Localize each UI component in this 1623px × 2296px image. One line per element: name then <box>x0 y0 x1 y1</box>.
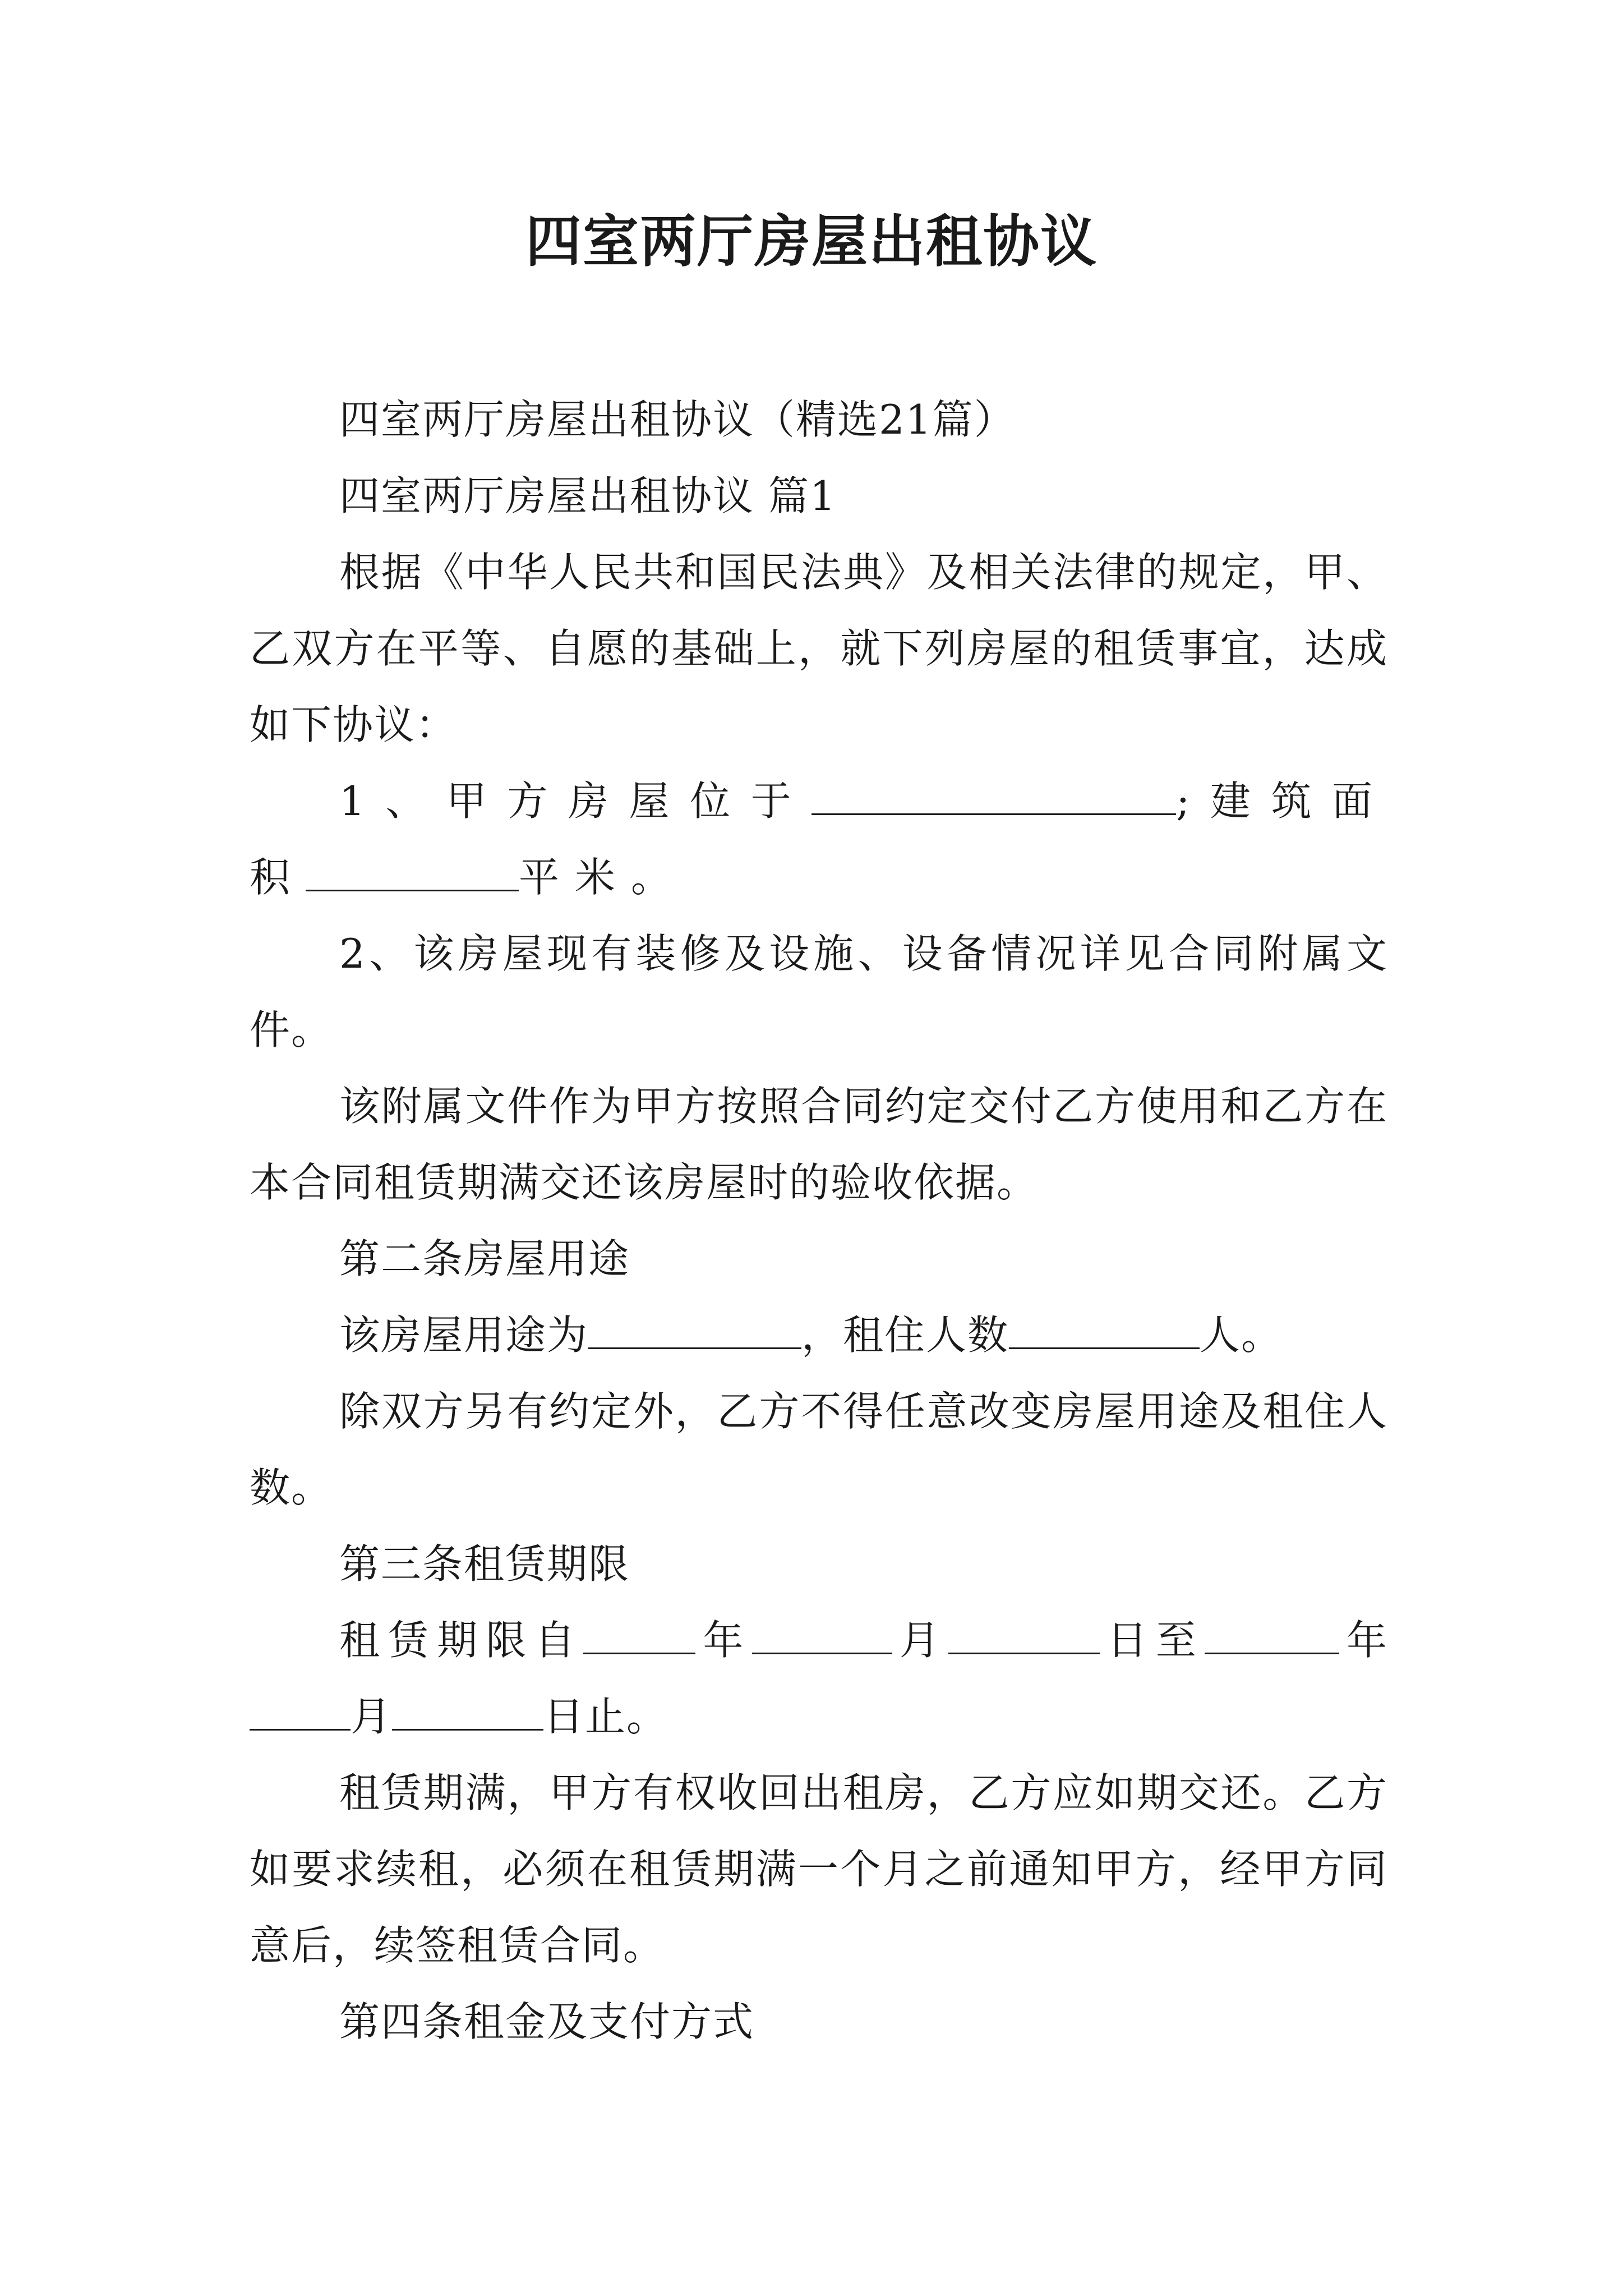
usage-label: 该房屋用途为 <box>339 1312 589 1359</box>
clause-1-area-label: ;建筑面积 <box>250 777 1388 901</box>
clause-1 <box>250 763 1388 915</box>
area-blank <box>306 854 519 891</box>
document-title: 四室两厅房屋出租协议 <box>525 208 1098 274</box>
section-heading: 四室两厅房屋出租协议 篇1 <box>339 472 837 519</box>
start-day-blank <box>948 1617 1100 1654</box>
end-day-blank <box>392 1693 543 1731</box>
end-month-blank-a <box>250 1693 351 1731</box>
clause-2-note: 该附属文件作为甲方按照合同约定交付乙方使用和乙方在本合同租赁期满交还该房屋时的验收依据。 <box>250 1083 1388 1206</box>
end-year-blank <box>1205 1617 1339 1654</box>
article-3-term <box>250 1602 1388 1755</box>
occupants-blank <box>1009 1312 1200 1349</box>
occupants-unit: 人。 <box>1200 1312 1283 1359</box>
occupants-label: ，租住人数 <box>801 1312 1009 1359</box>
end-day-label: 日止。 <box>543 1693 668 1740</box>
term-start-label: 租赁期限自 <box>339 1617 584 1664</box>
article-3-renewal: 租赁期满，甲方有权收回出租房，乙方应如期交还。乙方如要求续租，必须在租赁期满一个月之前通知甲方，经甲方同意后，续签租赁合同。 <box>250 1769 1388 1969</box>
end-month-label: 月 <box>351 1693 393 1740</box>
clause-1-location-label: 1、甲方房屋位于 <box>339 777 812 825</box>
end-year-label: 年 <box>1339 1617 1388 1664</box>
intro-paragraph: 根据《中华人民共和国民法典》及相关法律的规定，甲、乙双方在平等、自愿的基础上，就下列房屋的租赁事宜，达成如下协议： <box>250 549 1388 748</box>
start-year-label: 年 <box>695 1617 752 1664</box>
article-2-usage <box>250 1297 1388 1373</box>
start-month-blank <box>752 1617 892 1654</box>
usage-blank <box>588 1312 801 1349</box>
start-month-label: 月 <box>892 1617 948 1664</box>
document-body <box>250 381 1388 2060</box>
clause-2: 2、该房屋现有装修及设施、设备情况详见合同附属文件。 <box>250 930 1388 1053</box>
start-year-blank <box>583 1617 695 1654</box>
location-blank <box>811 777 1176 815</box>
article-2-restriction: 除双方另有约定外，乙方不得任意改变房屋用途及租住人数。 <box>250 1388 1388 1511</box>
clause-1-area-unit: 平米。 <box>519 854 688 901</box>
document-subtitle: 四室两厅房屋出租协议（精选21篇） <box>339 396 1016 443</box>
start-day-label: 日至 <box>1099 1617 1205 1664</box>
article-4-heading: 第四条租金及支付方式 <box>339 1998 755 2045</box>
article-2-heading: 第二条房屋用途 <box>339 1235 630 1282</box>
article-3-heading: 第三条租赁期限 <box>339 1540 630 1588</box>
